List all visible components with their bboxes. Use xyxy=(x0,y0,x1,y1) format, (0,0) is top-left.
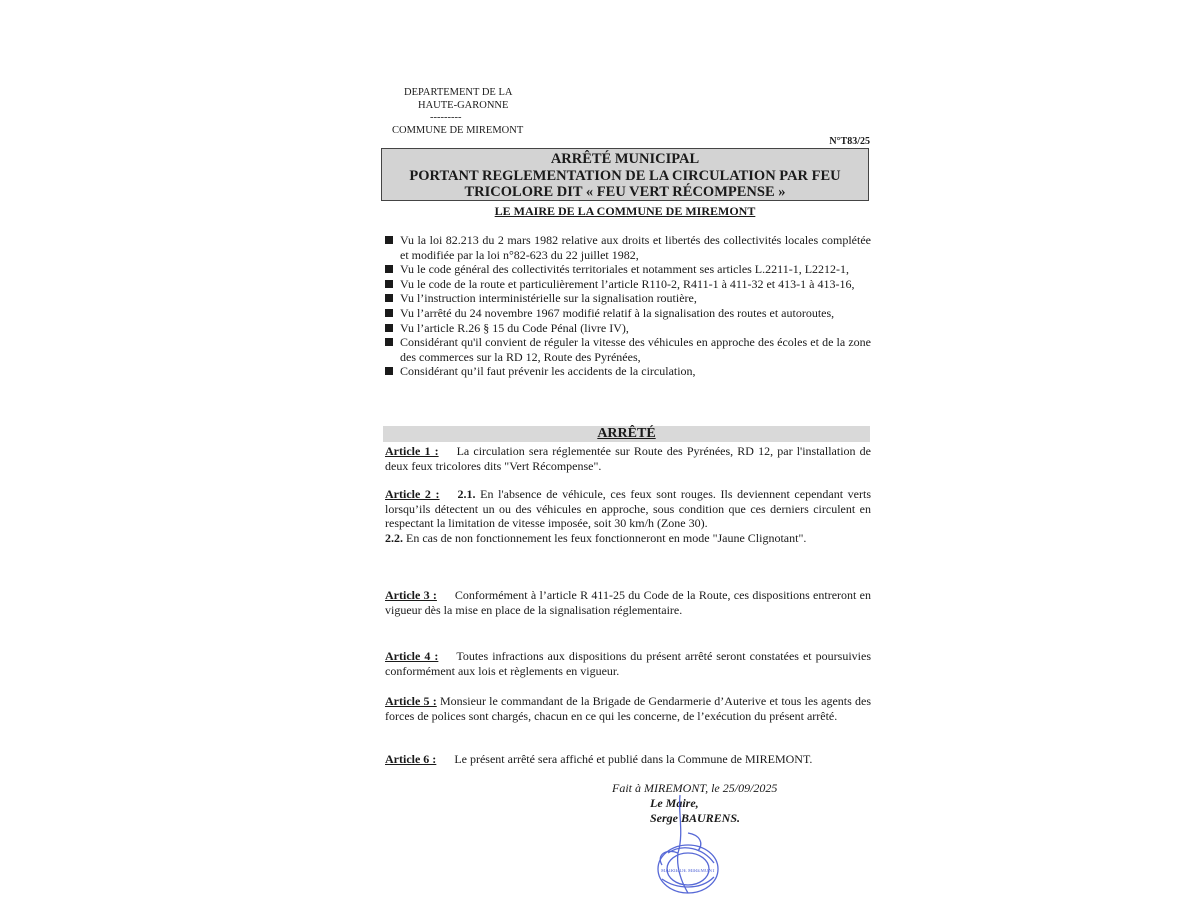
signature-place-date: Fait à MIREMONT, le 25/09/2025 xyxy=(612,781,778,795)
article-1-text: La circulation sera réglementée sur Route des Pyrénées, RD 12, par l'installation de deux feux tricolores dits "Vert Récompense". xyxy=(385,444,871,473)
list-item: Vu le code de la route et particulièrement l’article R110-2, R411-1 à 411-32 et 413-1 à 413-16, xyxy=(385,277,871,292)
article-6-text: Le présent arrêté sera affiché et publié dans la Commune de MIREMONT. xyxy=(454,752,813,766)
article-4-text: Toutes infractions aux dispositions du présent arrêté seront constatées et poursuivies conformément aux lois et règlements en vigueur. xyxy=(385,649,871,678)
square-bullet-icon xyxy=(385,324,393,332)
article-2-text-1: En l'absence de véhicule, ces feux sont rouges. Ils deviennent cependant verts lorsqu’ils détectent un ou des véhicules en approche, sous condition que ces derniers circulent en respectant la limitation de vitesse imposée, soit 30 km/h (Zone 30). xyxy=(385,487,871,531)
commune-name: COMMUNE DE MIREMONT xyxy=(392,124,524,136)
article-2-sub2: 2.2. xyxy=(385,530,403,545)
title-line-3: TRICOLORE DIT « FEU VERT RÉCOMPENSE » xyxy=(464,184,786,200)
reference-number: N°T83/25 xyxy=(829,136,870,147)
article-5-label: Article 5 : xyxy=(385,694,437,708)
list-item: Considérant qu'il convient de réguler la vitesse des véhicules en approche des écoles et de la zone des commerces sur la RD 12, Route des Pyrénées, xyxy=(385,335,871,364)
article-6-label: Article 6 : xyxy=(385,752,437,766)
list-item: Vu l’arrêté du 24 novembre 1967 modifié relatif à la signalisation des routes et autoroutes, xyxy=(385,306,871,321)
department-separator: --------- xyxy=(430,112,462,123)
stamp-text: MAIRIE DE MIREMONT xyxy=(660,869,716,874)
square-bullet-icon xyxy=(385,338,393,346)
list-item: Vu l’article R.26 § 15 du Code Pénal (livre IV), xyxy=(385,321,871,336)
title-line-1: ARRÊTÉ MUNICIPAL xyxy=(550,151,700,167)
department-line-2: HAUTE-GARONNE xyxy=(418,99,509,111)
list-item: Vu l’instruction interministérielle sur la signalisation routière, xyxy=(385,291,871,306)
title-box xyxy=(381,148,869,201)
list-item: Vu la loi 82.213 du 2 mars 1982 relative aux droits et libertés des collectivités locales complétée et modifiée par la loi n°82-623 du 22 juillet 1982, xyxy=(385,233,871,262)
article-6 xyxy=(385,752,871,767)
department-header xyxy=(392,87,532,137)
article-5-text: Monsieur le commandant de la Brigade de Gendarmerie d’Auterive et tous les agents des forces de polices sont chargés, chacun en ce qui les concerne, de l’exécution du présent arrêté. xyxy=(385,694,871,723)
article-2-text-2: En cas de non fonctionnement les feux fonctionneront en mode "Jaune Clignotant". xyxy=(406,530,807,545)
article-4 xyxy=(385,649,871,678)
article-3 xyxy=(385,588,871,617)
square-bullet-icon xyxy=(385,280,393,288)
maire-heading: LE MAIRE DE LA COMMUNE DE MIREMONT xyxy=(494,204,756,218)
mairie-stamp-seal xyxy=(648,793,728,898)
square-bullet-icon xyxy=(385,309,393,317)
square-bullet-icon xyxy=(385,236,393,244)
list-item: Vu le code général des collectivités territoriales et notamment ses articles L.2211-1, L2212-1, xyxy=(385,262,871,277)
square-bullet-icon xyxy=(385,367,393,375)
article-2-sub1: 2.1. xyxy=(457,487,476,501)
square-bullet-icon xyxy=(385,265,393,273)
arrete-heading: ARRÊTÉ xyxy=(383,426,870,442)
article-2 xyxy=(385,487,871,545)
article-1 xyxy=(385,444,871,473)
square-bullet-icon xyxy=(385,294,393,302)
considerants-list xyxy=(385,233,871,379)
department-line-1: DEPARTEMENT DE LA xyxy=(404,87,513,98)
list-item: Considérant qu’il faut prévenir les accidents de la circulation, xyxy=(385,364,871,379)
article-2-label: Article 2 : xyxy=(385,487,440,501)
article-3-text: Conformément à l’article R 411-25 du Code de la Route, ces dispositions entreront en vigueur dès la mise en place de la signalisation réglementaire. xyxy=(385,588,872,617)
signature-role: Le Maire, xyxy=(650,796,699,810)
article-3-label: Article 3 : xyxy=(385,588,437,602)
article-1-label: Article 1 : xyxy=(385,444,439,458)
signature-name: Serge BAURENS. xyxy=(650,811,741,825)
title-line-2: PORTANT REGLEMENTATION DE LA CIRCULATION PAR FEU xyxy=(409,167,841,184)
article-4-label: Article 4 : xyxy=(385,649,439,663)
article-5 xyxy=(385,694,871,723)
